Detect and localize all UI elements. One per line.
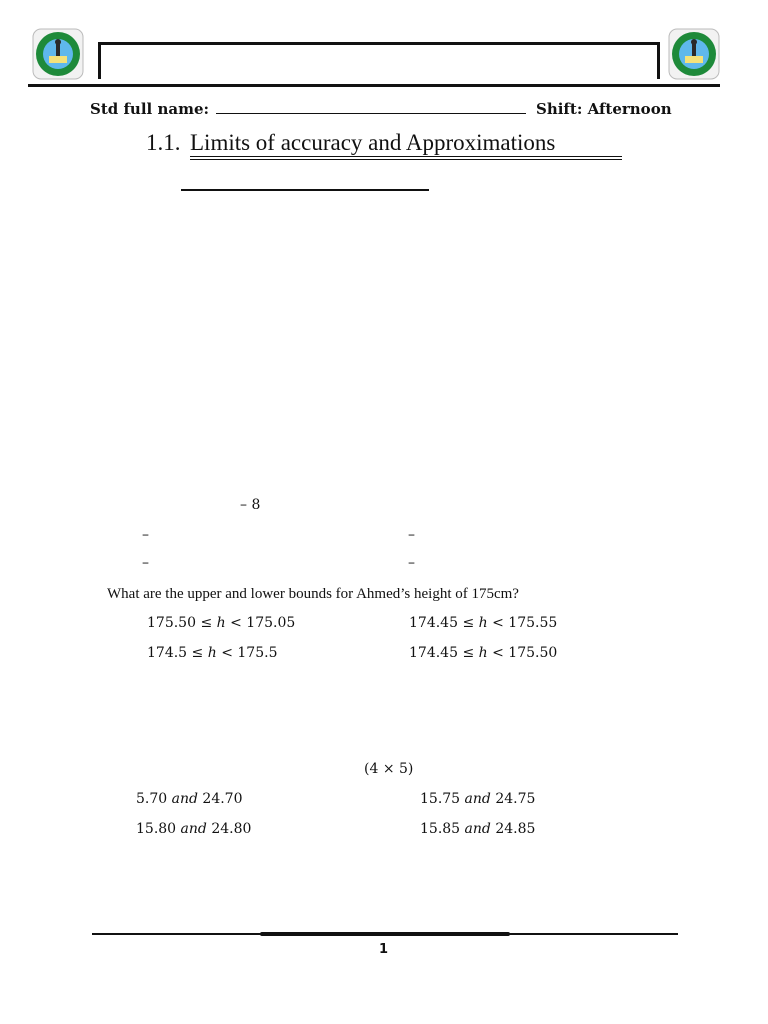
student-name-blank [216, 113, 526, 114]
option-d: 174.45 ≤ h < 175.50 [409, 645, 558, 661]
section-title: Limits of accuracy and Approximations [190, 130, 556, 155]
option-b: 174.45 ≤ h < 175.55 [409, 615, 558, 631]
header-divider [28, 84, 720, 87]
fragment-dash: – [142, 555, 149, 571]
expression: (4 × 5) [364, 761, 414, 777]
decorative-line [181, 189, 429, 191]
title-underline-second [190, 159, 622, 160]
option-d: 15.85 and 24.85 [420, 821, 536, 837]
school-logo-left-icon [32, 28, 84, 80]
fragment-minus-eight: – 8 [240, 497, 261, 513]
student-name-label: Std full name: [90, 100, 210, 118]
school-logo-right-icon [668, 28, 720, 80]
shift-label: Shift: Afternoon [536, 100, 672, 118]
page-number: 1 [379, 942, 389, 957]
fragment-dash: – [408, 527, 415, 543]
header-title-box [98, 42, 660, 79]
section-number: 1.1. [146, 130, 181, 155]
fragment-dash: – [142, 527, 149, 543]
option-b: 15.75 and 24.75 [420, 791, 536, 807]
option-a: 175.50 ≤ h < 175.05 [147, 615, 296, 631]
title-underline [190, 156, 622, 157]
option-a: 5.70 and 24.70 [136, 791, 243, 807]
fragment-dash: – [408, 555, 415, 571]
option-c: 15.80 and 24.80 [136, 821, 252, 837]
footer-divider-accent [260, 932, 510, 936]
option-c: 174.5 ≤ h < 175.5 [147, 645, 278, 661]
question-text: What are the upper and lower bounds for Ahmed’s height of 175cm? [107, 586, 519, 602]
